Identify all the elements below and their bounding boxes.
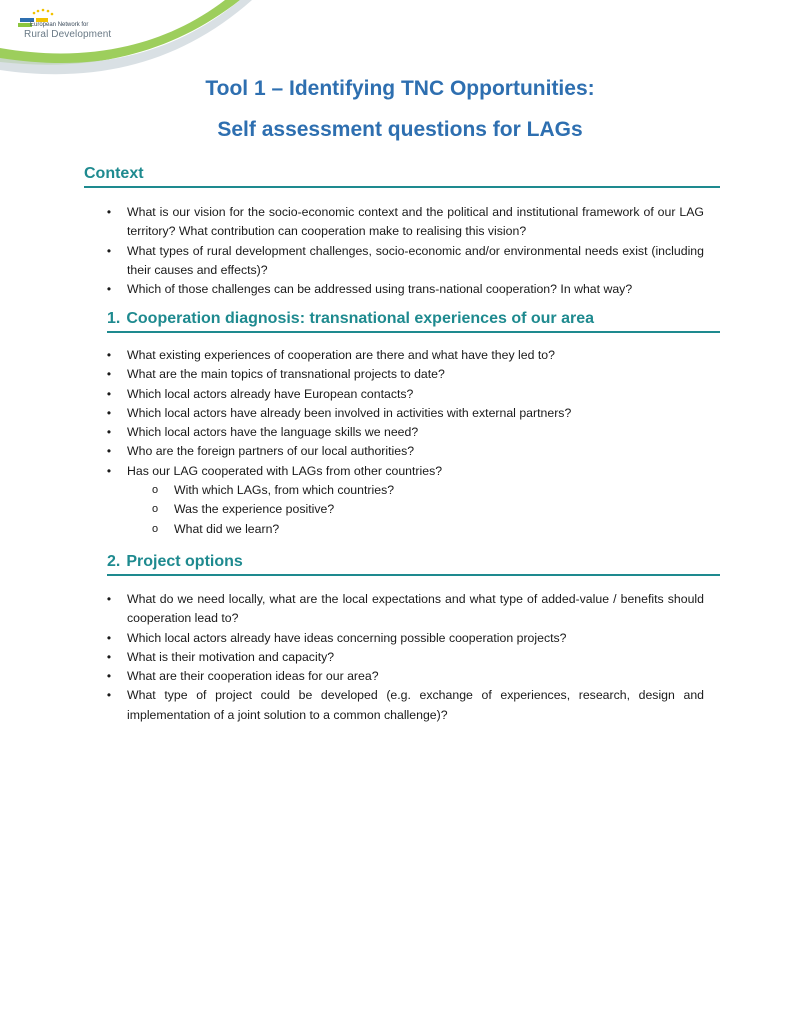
section-heading-text: Context xyxy=(84,165,144,182)
list-item: • What types of rural development challenges, socio-economic and/or environmental needs exist (including their causes and effects)? xyxy=(0,242,800,281)
section-heading-text: Project options xyxy=(126,553,243,570)
context-list xyxy=(0,203,800,299)
list-item: • Which local actors have already been involved in activities with external partners? xyxy=(0,404,800,423)
enrd-logo xyxy=(18,8,118,48)
list-item: • Which of those challenges can be addressed using trans-national cooperation? In what way? xyxy=(0,280,800,299)
sub-list-item: o What did we learn? xyxy=(0,520,800,539)
list-item: • What do we need locally, what are the local expectations and what type of added-value / benefits should cooperation lead to? xyxy=(0,590,800,629)
bullet-icon: • xyxy=(106,367,112,382)
sub-bullet-icon: o xyxy=(151,522,159,535)
sub-list-item: o Was the experience positive? xyxy=(0,500,800,519)
options-list xyxy=(0,590,800,725)
page-title: Tool 1 – Identifying TNC Opportunities: xyxy=(205,77,595,100)
list-item: • What is our vision for the socio-economic context and the political and institutional framework of our LAG territory? What contribution can cooperation make to realising this vision? xyxy=(0,203,800,242)
bullet-icon: • xyxy=(106,630,112,645)
bullet-icon: • xyxy=(106,386,112,401)
logo-text-rural: Rural Development xyxy=(24,29,112,40)
list-item: • Which local actors have the language skills we need? xyxy=(0,423,800,442)
list-item: • What existing experiences of cooperation are there and what have they led to? xyxy=(0,346,800,365)
section-heading-context xyxy=(84,165,720,188)
diagnosis-list xyxy=(0,346,800,539)
logo-text-network: European Network for xyxy=(30,22,89,28)
list-item: • Which local actors already have ideas concerning possible cooperation projects? xyxy=(0,629,800,648)
section-heading-diagnosis xyxy=(107,310,720,333)
section-heading-options xyxy=(107,553,720,576)
header-swoosh-decoration xyxy=(0,0,800,80)
list-item: • What type of project could be developed (e.g. exchange of experiences, research, design and implementation of a joint solution to a common challenge)? xyxy=(0,686,800,725)
section-heading-text: Cooperation diagnosis: transnational experiences of our area xyxy=(126,310,595,327)
bullet-icon: • xyxy=(106,205,112,219)
bullet-icon: • xyxy=(106,688,112,703)
bullet-icon: • xyxy=(106,405,112,420)
sub-list-item: o With which LAGs, from which countries? xyxy=(0,481,800,500)
list-item: • Which local actors already have European contacts? xyxy=(0,385,800,404)
bullet-icon: • xyxy=(106,592,112,606)
bullet-icon: • xyxy=(106,463,112,478)
section-number: 1. xyxy=(107,310,121,327)
page-subtitle: Self assessment questions for LAGs xyxy=(217,118,583,141)
bullet-icon: • xyxy=(106,243,112,258)
bullet-icon: • xyxy=(106,282,112,297)
list-item: • Who are the foreign partners of our local authorities? xyxy=(0,442,800,461)
bullet-icon: • xyxy=(106,669,112,684)
list-item: • What is their motivation and capacity? xyxy=(0,648,800,667)
sub-bullet-icon: o xyxy=(151,484,159,497)
list-item: • What are their cooperation ideas for our area? xyxy=(0,667,800,686)
bullet-icon: • xyxy=(106,425,112,440)
bullet-icon: • xyxy=(106,444,112,459)
list-item: • What are the main topics of transnational projects to date? xyxy=(0,365,800,384)
bullet-icon: • xyxy=(106,649,112,664)
bullet-icon: • xyxy=(106,348,112,362)
sub-bullet-icon: o xyxy=(151,503,159,516)
section-number: 2. xyxy=(107,553,121,570)
list-item: • Has our LAG cooperated with LAGs from other countries? xyxy=(0,462,800,481)
